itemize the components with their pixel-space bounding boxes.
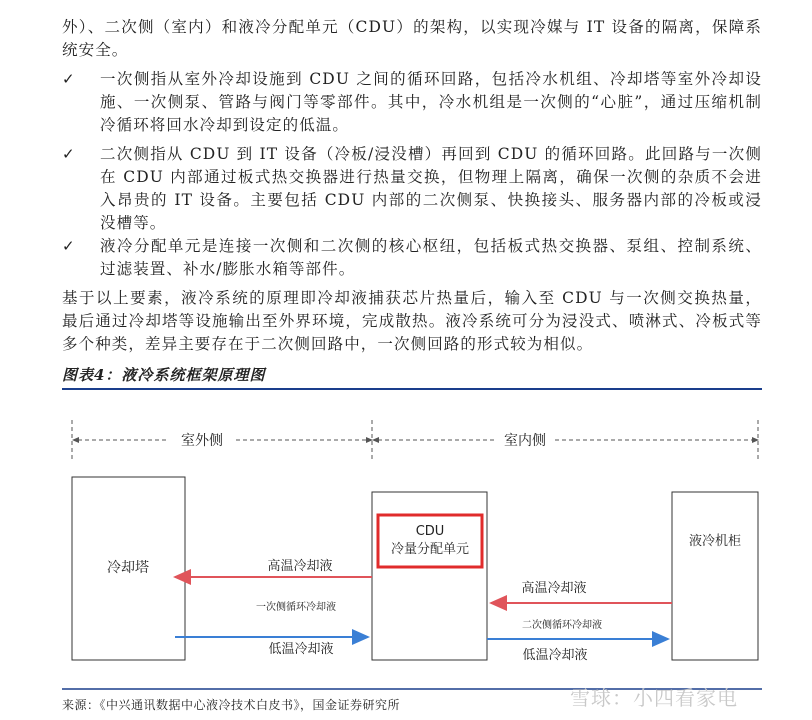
intro-paragraph-tail: 外）、二次侧（室内）和液冷分配单元（CDU）的架构，以实现冷媒与 IT 设备的隔离，保障系统安全。 [62,18,762,59]
secondary-loop-label: 二次侧循环冷却液 [522,620,602,631]
secondary-cold-label: 低温冷却液 [522,648,588,663]
bullet-text: 二次侧指从 CDU 到 IT 设备（冷板/浸没槽）再回到 CDU 的循环回路。此回路与一次侧在 CDU 内部通过板式热交换器进行热量交换，但物理上隔离，确保一次侧的杂质不会进入昂贵的 IT 设备。主要包括 CDU 内部的二次侧泵、快换接头、服务器内部的冷板或浸没槽等。 [100,145,762,232]
source-note: 来源：《中兴通讯数据中心液冷技术白皮书》，国金证券研究所 [62,698,401,712]
bullet-text: 一次侧指从室外冷却设施到 CDU 之间的循环回路，包括冷水机组、冷却塔等室外冷却设施、一次侧泵、管路与阀门等零部件。其中，冷水机组是一次侧的“心脏”，通过压缩机制冷循环将回水冷却到设定的低温。 [100,70,762,134]
figure-title: 图表4：液冷系统框架原理图 [62,366,266,384]
liquid-cooling-cabinet-box [672,492,758,660]
primary-cold-label: 低温冷却液 [268,642,334,657]
cdu-box [372,492,487,660]
cabinet-label: 液冷机柜 [688,534,742,549]
summary-paragraph: 基于以上要素，液冷系统的原理即冷却液捕获芯片热量后，输入至 CDU 与一次侧交换热量，最后通过冷却塔等设施输出至外界环境，完成散热。液冷系统可分为浸没式、喷淋式、冷板式等多个种类，差异主要存在于二次侧回路中，一次侧回路的形式较为相似。 [62,289,762,353]
watermark: 雪球：小四看家电 [570,686,738,710]
outdoor-zone-label: 室外侧 [181,433,223,449]
check-icon: ✓ [62,145,75,163]
cooling-tower-label: 冷却塔 [107,560,149,576]
zone-divider-outdoor [72,420,758,460]
cdu-label: CDU [415,524,445,539]
check-icon: ✓ [62,237,75,255]
cdu-subtitle: 冷量分配单元 [390,542,470,557]
check-icon: ✓ [62,70,75,88]
primary-hot-label: 高温冷却液 [267,559,333,574]
bullet-text: 液冷分配单元是连接一次侧和二次侧的核心枢纽，包括板式热交换器、泵组、控制系统、过滤装置、补水/膨胀水箱等部件。 [100,237,762,278]
secondary-hot-label: 高温冷却液 [521,581,587,596]
indoor-zone-label: 室内侧 [504,433,546,449]
primary-loop-label: 一次侧循环冷却液 [256,602,336,613]
